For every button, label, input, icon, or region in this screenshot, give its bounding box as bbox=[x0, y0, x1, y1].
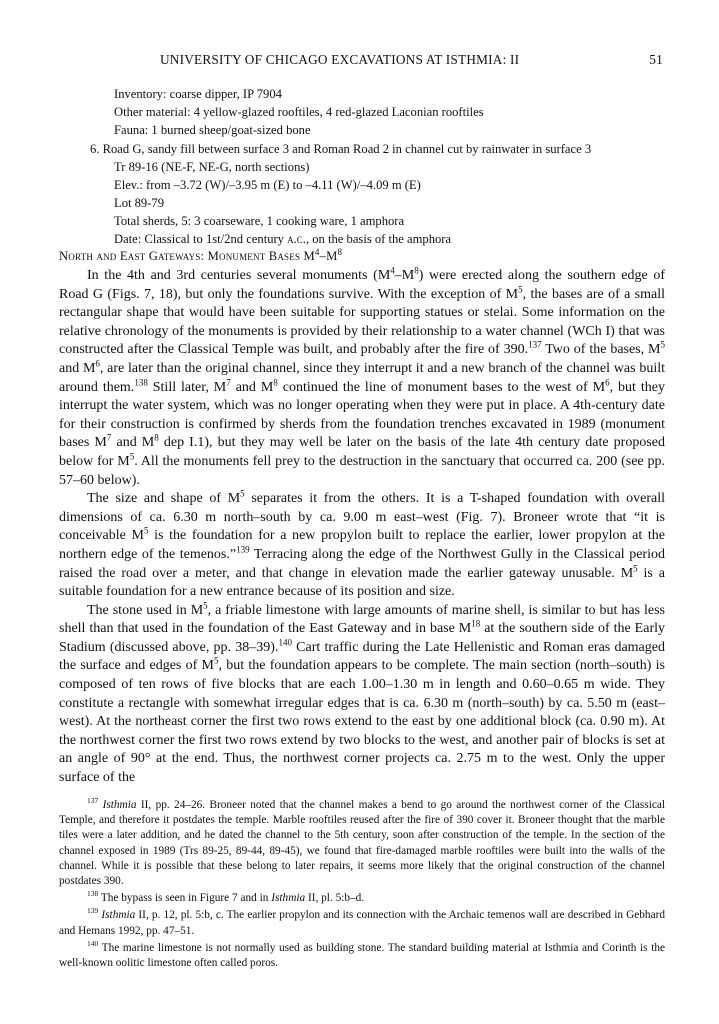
text-run: . All the monuments fell prey to the destruction in the sanctuary that occurred ca. 200 (see pp. 57–60 below). bbox=[59, 453, 665, 488]
text-run: II, pp. 24–26. Broneer noted that the channel makes a bend to go around the northwest corner of the Classical Temple, and therefore it postdates the temple. Marble rooftiles reused after the fire of 390 cover it. Broneer thought that the marble tiles were a later addition, and he dated the channel to the 5th century, soon after construction of the temple. In the section of the channel exposed in 1989 (Trs 89-25, 89-44, 89-45), we found that fire-damaged marble rooftiles were built into the walls of the channel. While it is possible that these belong to later repairs, it seems more likely that the original construction of the channel postdates 390. bbox=[59, 799, 665, 888]
text-run: and M bbox=[111, 435, 155, 451]
text-run: In the 4th and 3rd centuries several monuments (M bbox=[87, 268, 391, 283]
footnote-140 bbox=[59, 941, 665, 971]
body-text bbox=[59, 267, 665, 788]
text-run: II, pl. 5:b–d. bbox=[305, 892, 365, 905]
superscript: 5 bbox=[633, 562, 638, 573]
text-run: ) were erected along the southern edge of Road G (Figs. 7, 18), but only the foundations survive. With the exception of M bbox=[59, 268, 665, 302]
section-heading-sup: 8 bbox=[337, 246, 343, 257]
text-run: and M bbox=[230, 379, 274, 395]
paragraph-1 bbox=[59, 267, 665, 490]
deposit-entry-6 bbox=[90, 140, 680, 248]
footnote-ref[interactable]: 139 bbox=[236, 544, 250, 555]
text-run: and M bbox=[59, 360, 96, 376]
section-heading-dash: –M bbox=[319, 249, 338, 263]
text-run: is a suitable foundation for a new entrance because of its position and size. bbox=[59, 565, 665, 600]
footnote-number: 140 bbox=[87, 939, 99, 949]
other-material-line: Other material: 4 yellow-glazed rooftiles, 4 red-glazed Laconian rooftiles bbox=[114, 105, 484, 119]
superscript: 4 bbox=[390, 265, 395, 276]
running-title: UNIVERSITY OF CHICAGO EXCAVATIONS AT ISTHMIA: II bbox=[160, 52, 520, 67]
entry-trench: Tr 89-16 (NE-F, NE-G, north sections) bbox=[114, 160, 310, 174]
text-run: Still later, M bbox=[147, 379, 227, 395]
page-number: 51 bbox=[649, 52, 663, 67]
footnote-ref[interactable]: 138 bbox=[134, 376, 148, 387]
text-run: The stone used in M bbox=[87, 602, 204, 618]
section-heading-sup: 4 bbox=[314, 246, 320, 257]
text-run: The marine limestone is not normally used as building stone. The standard building material at Isthmia and Corinth is the well-known oolitic limestone often called poros. bbox=[59, 941, 665, 970]
superscript: 8 bbox=[414, 265, 419, 276]
entry-elevation: Elev.: from –3.72 (W)/–3.95 m (E) to –4.11 (W)/–4.09 m (E) bbox=[114, 178, 421, 192]
footnote-139 bbox=[59, 908, 665, 938]
text-run: Isthmia bbox=[102, 799, 137, 811]
footnote-number: 138 bbox=[87, 889, 99, 899]
text-run: separates it from the others. It is a T-shaped foundation with overall dimensions of ca. 6.30 m north–south by ca. 9.00 m east–west (Fig. 7). Broneer wrote that “it is conceivable M bbox=[59, 491, 665, 544]
running-header bbox=[160, 52, 689, 70]
text-run: II, p. 12, pl. 5:b, c. The earlier propylon and its connection with the Archaic temenos wall are described in Gebhard and Hemans 1992, pp. 47–51. bbox=[59, 909, 665, 937]
inventory-line: Inventory: coarse dipper, IP 7904 bbox=[114, 87, 282, 101]
superscript: 8 bbox=[273, 376, 278, 387]
superscript: 5 bbox=[240, 488, 245, 499]
text-run: –M bbox=[394, 268, 415, 283]
text-run: , are later than the original channel, since they interrupt it and a new branch of the channel was built around them. bbox=[59, 360, 665, 395]
superscript: 18 bbox=[471, 618, 481, 629]
section-heading bbox=[59, 246, 343, 264]
text-run: Isthmia bbox=[271, 892, 306, 905]
footnote-ref[interactable]: 140 bbox=[278, 637, 292, 648]
text-run: Two of the bases, M bbox=[541, 342, 661, 358]
text-run: , the bases are of a small rectangular shape that would have been suitable for supporting statues or stelai. Some information on the relative chronology of the monuments is provided by their relationship to a water channel (WCh I) that was constructed after the Classical Temple was built, and probably after the fire of 390. bbox=[59, 286, 665, 358]
text-run: dep I.1), but they may well be later on the basis of the late 4th century date proposed below for M bbox=[59, 435, 665, 469]
paragraph-2 bbox=[59, 490, 665, 602]
text-run: The size and shape of M bbox=[87, 491, 241, 507]
footnote-number: 137 bbox=[87, 796, 99, 806]
entry-date bbox=[90, 230, 680, 248]
footnote-number: 139 bbox=[87, 906, 99, 916]
text-run: , but they interrupt the water system, which was no longer operating when they were put in place. A 4th-century date for their construction is confirmed by sherds from the foundation trenches excavated in 1989 (monument bases M bbox=[59, 379, 665, 451]
paragraph-3 bbox=[59, 602, 665, 788]
superscript: 8 bbox=[154, 432, 159, 443]
fauna-line: Fauna: 1 burned sheep/goat-sized bone bbox=[114, 123, 311, 137]
superscript: 5 bbox=[143, 525, 149, 536]
footnote-138 bbox=[59, 891, 665, 906]
text-run: Cart traffic during the Late Hellenistic and Roman eras damaged the surface and edges of M bbox=[59, 639, 665, 674]
superscript: 5 bbox=[129, 451, 135, 462]
entry-sherds: Total sherds, 5: 3 coarseware, 1 cooking ware, 1 amphora bbox=[114, 214, 405, 228]
text-run: is the foundation for a new propylon built to replace the earlier, lower propylon at the northern edge of the temenos.” bbox=[59, 528, 666, 562]
superscript: 7 bbox=[226, 376, 231, 387]
section-heading-text: North and East Gateways: Monument Bases M bbox=[59, 249, 315, 263]
text-run: continued the line of monument bases to the west of M bbox=[277, 379, 606, 395]
superscript: 5 bbox=[213, 655, 219, 666]
footnote-ref[interactable]: 137 bbox=[528, 339, 542, 350]
text-run: The bypass is seen in Figure 7 and in bbox=[98, 892, 272, 905]
text-run: Isthmia bbox=[101, 909, 136, 922]
text-run: , a friable limestone with large amounts of marine shell, is similar to but has less shell than that used in the foundation of the East Gateway and in base M bbox=[59, 602, 665, 637]
entry-date-suffix: , on the basis of the amphora bbox=[305, 232, 452, 246]
superscript: 5 bbox=[660, 339, 665, 350]
text-run: , but the foundation appears to be complete. The main section (north–south) is composed of ten rows of five blocks that are each 1.00–1.30 m in length and 0.60–0.65 m wide. They constitute a rectangle with somewhat irregular edges that is ca. 6.30 m (north–south) by ca. 5.50 m (east–west). At the northeast corner the first two rows extend to the east by one additional block (ca. 0.90 m). At the northwest corner the first two rows extend by two blocks to the west, and another pair of blocks is set at an angle of 90° at the end. Thus, the northwest corner projects ca. 2.75 m to the west. Only the upper surface of the bbox=[59, 658, 665, 786]
entry-date-era: a.c. bbox=[287, 232, 306, 246]
superscript: 5 bbox=[518, 283, 523, 294]
superscript: 6 bbox=[605, 376, 610, 387]
footnote-137 bbox=[59, 798, 665, 889]
superscript: 6 bbox=[95, 358, 100, 369]
entry-lot: Lot 89-79 bbox=[114, 196, 165, 210]
superscript: 5 bbox=[203, 600, 208, 611]
footnotes bbox=[59, 798, 665, 973]
entry-date-prefix: Date: Classical to 1st/2nd century bbox=[114, 232, 288, 246]
superscript: 7 bbox=[106, 432, 112, 443]
text-run: at the southern side of the Early Stadium (discussed above, pp. 38–39). bbox=[59, 621, 665, 655]
entry-title: 6. Road G, sandy fill between surface 3 and Roman Road 2 in channel cut by rainwater in surface 3 bbox=[90, 142, 592, 156]
inventory-block bbox=[114, 85, 674, 139]
text-run: Terracing along the edge of the Northwest Gully in the Classical period raised the road over a meter, and that change in elevation made the earlier gateway unusable. M bbox=[59, 546, 665, 581]
